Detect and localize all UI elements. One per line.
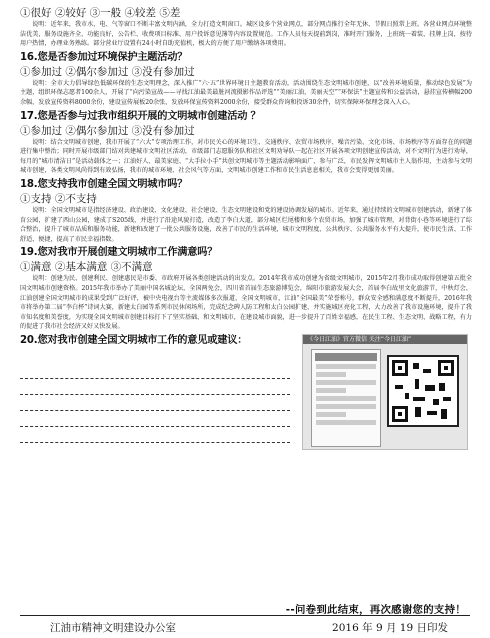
- q18-explanation: 说明：全国文明城市是指经济建设、政治建设、文化建设、社会建设、生态文明建设和党的建设协调发展的城市。近年来，通过持续的文明城市创建活动，新建了体育公园，扩建了西山公园，建成了S205线，并进行了沿途风貌打造，改造了李白大道，部分城区烂尾楼和多个农贸市场，加强了城市管理，对背街小巷等环境进行了综合整治，提升了城市品质和服务功能，新建和改建了一批公共服务设施，改善了市民的生活环境，城市文明程度、公共秩序、公共服务水平有大提升，使市民生活、工作舒适、便捷，提高了市民幸福指数。: [20, 206, 472, 243]
- phone-mockup: [311, 349, 381, 447]
- q19-title: 19.您对我市开展创建文明城市工作满意吗？: [20, 247, 218, 259]
- question-15: [20, 6, 472, 49]
- wechat-promo-image: [302, 334, 468, 450]
- footer-date: 2016 年 9 月 19 日印发: [332, 622, 448, 634]
- q16-title: 16.您是否参加过环境保护主题活动？: [20, 51, 188, 63]
- question-17: [20, 110, 472, 176]
- answer-lines[interactable]: [20, 366, 290, 446]
- q17-options: ①参加过 ②偶尔参加过 ③没有参加过: [20, 124, 195, 137]
- qr-code-icon: [387, 355, 459, 427]
- answer-line[interactable]: [20, 366, 290, 379]
- footer-divider: [20, 615, 470, 616]
- q16-explanation: 说明：全市大力倡导绿色低碳环保的生态文明理念，深入推广“六·五”世界环境日主题教育活动，活动围绕生态文明城市创建，以“改善环境质量，推动绿色发展”为主题，组织环保志愿者100余人，开展了“向污染宣战——寻找江油最美最脏河流摄影作品评选”“美丽江油，美丽天空”“环保法”主题宣传和公益活动，悬挂宣传横幅200余幅，发放宣传资料8000余份，建设宣传展板20余张，发放环保宣传资料2000余份，接受群众咨询和投诉30余件，切实保障环保理念深入人心。: [20, 79, 472, 106]
- q17-title: 17.您是否参与过我市组织开展的文明城市创建活动 ？: [20, 110, 261, 122]
- answer-line[interactable]: [20, 414, 290, 427]
- q15-options: ①很好 ②较好 ③一般 ④较差 ⑤差: [20, 7, 181, 19]
- q18-title: 18.您支持我市创建全国文明城市吗？: [20, 178, 188, 190]
- question-18: [20, 178, 472, 244]
- answer-line[interactable]: [20, 430, 290, 443]
- footer-org: 江油市精神文明建设办公室: [50, 622, 176, 634]
- q18-options: ①支持 ②不支持: [20, 192, 97, 205]
- q16-options: ①参加过 ②偶尔参加过 ③没有参加过: [20, 65, 195, 78]
- answer-line[interactable]: [20, 398, 290, 411]
- q17-explanation: 说明：结合文明城市创建，我市开展了“六大”专项治理工作，对市民关心的环境卫生、交通秩序、农贸市场秩序、噪音污染、文化市场、市场秩序等方面存在的问题进行集中整治；同时开展市级部门结对共建城市文明社区活动，市级部门志愿服务队和社区文明劝导队一起在社区开展各项文明创建宣传活动，对不文明行为进行劝导，每月的“城市清洁日”是活动载体之一；江油好人、最美家庭、“大手拉小手”共创文明城市等主题活动影响面广，参与广泛，市民发挥文明城市主人翁作用，主动参与文明城市创建，各类文明风尚得到有效弘扬，我市的城市环境、社会风气等方面，文明城市创建工作和市民生活息息相关，我市会变得更加美丽。: [20, 138, 472, 175]
- closing-message: --问卷到此结束，再次感谢您的支持！: [285, 604, 466, 616]
- question-20: [20, 334, 472, 452]
- question-19: [20, 246, 472, 332]
- survey-body: [20, 6, 472, 452]
- q19-explanation: 说明：创建为民、创建利民、创建惠民是市委、市政府开展各类创建活动的出发点。2014年我市成功创建为省级文明城市，2015年2月我市成功取得创建第五批全国文明城市创建资格。2015年我市举办了美丽中国名城论坛，全国两免会，四川省首届生态旅游博览会，绵阳市旅游发展大会，首届李白故里文化旅游节，中秋灯会，江油创建全国文明城市的成果受到广泛好评，被中央电视台等主流媒体多次报道，全国文明城市，江油“全国最美”荣誉称号，群众安全感和满意度不断提升，2016年我市将举办第二届“李白杯”诗词大赛，新建太白园等系列市民休闲场所，完成纪念碑人防工程和太白公园扩建，并实施城区亮化工程，大力改善了我市设施环境，提升了我市知名度和美誉度，为实现全国文明城市创建目标打下了坚实基础，和文明城市，在建设城市面貌，进一步提升了百姓幸福感，在民生工程、生态文明、战略工程，有力的促进了我市社会经济又好又快发展。: [20, 275, 472, 331]
- question-16: [20, 51, 472, 108]
- qr-caption: 《今日江油》官方微信 关注“今日江油”: [303, 335, 467, 344]
- q15-explanation: 说明：近年来，我市水、电、气等窗口不断丰富文明内涵，全力打造文明窗口。城区设多个营业网点，部分网点推行全年无休、节假日照常上班。各营业网点环境整洁优美，服务设施齐全，功能良好，公告栏、收费项目标准、用户投诉意见簿等内容设置规范。工作人员每天提前到岗，准时开门服务，上班统一着装、挂牌上岗，按待用户热情，办理业务熟练。部分营业厅设置有24小时自助充值机，极大的方便了用户缴纳各项费用。: [20, 21, 472, 48]
- q19-options: ①满意 ②基本满意 ③不满意: [20, 261, 153, 274]
- answer-line[interactable]: [20, 382, 290, 395]
- q20-title: 20.您对我市创建全国文明城市工作的意见或建议：: [20, 334, 248, 346]
